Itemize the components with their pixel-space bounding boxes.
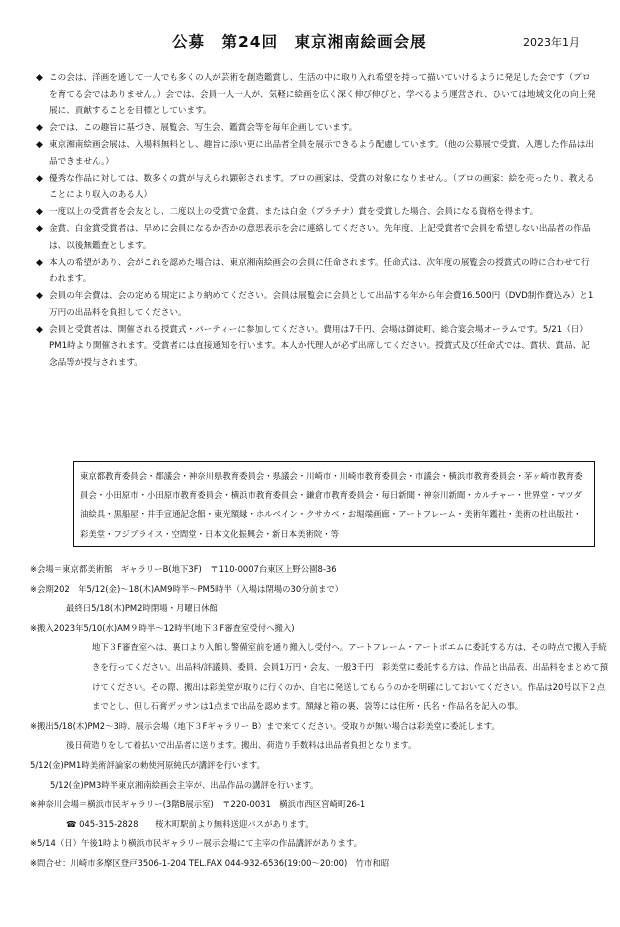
note-phone: ☎ 045-315-2828 桜木町駅前より無料送迎バスがあります。 (66, 818, 314, 829)
diamond-icon: ◆ (36, 140, 43, 150)
bullet-text: 一度以上の受賞者を会友とし、二度以上の受賞で金賞、または白金（プラチナ）賞を受賞した場合、会員になる資格を得ます。 (49, 207, 539, 217)
diamond-icon: ◆ (36, 257, 43, 268)
bullet-item (36, 70, 596, 120)
diamond-icon: ◆ (36, 207, 43, 217)
bullet-item (36, 255, 596, 288)
bullet-item (36, 137, 596, 170)
bullet-item (36, 288, 596, 321)
note-kanagawa-critique: ※5/14（日）午後1時より横浜市民ギャラリー展示会場にて主宰の作品講評があります。 (30, 838, 362, 849)
bullet-text: 優秀な作品に対しては、数多くの賞が与えられ顕彰されます。プロの画家は、受賞の対象になりません。（プロの画家：絵を売ったり、教えることにより収入のある人） (49, 173, 595, 200)
diamond-icon: ◆ (36, 291, 43, 301)
header (0, 30, 620, 54)
note-venue: ※会場＝東京都美術館 ギャラリーB(地下3F) 〒110-0007台東区上野公園8-36 (30, 564, 337, 574)
note-delivery-details: 地下３F審査室へは、裏口より入館し警備室前を通り搬入し受付へ。アートフレーム・アートポエムに委託する方は、その時点で搬入手続きを行ってください。出品料/評議員、委員、会員1万円・会友、一般3千円 彩美堂に委託する方は、作品と出品表、出品料をまとめて預けてください。その際、搬出は彩美堂が取りに行くのか、自宅に発送してもらうのかを明確にしておいてください。作品は20号以下２点までとし、但し石膏デッサンは1点まで出品を認めます。額縁と箱の裏、袋等には住所・氏名・作品名を記入の事。 (92, 642, 608, 712)
bullet-text: 会員の年会費は、会の定める規定により納めてください。会員は展覧会に会員として出品する年から年会費16.500円（DVD制作費込み）と1万円の出品料を負担してください。 (49, 291, 594, 318)
diamond-icon: ◆ (36, 123, 43, 133)
note-critique-2: 5/12(金)PM3時半東京湘南絵画会主宰が、出品作品の講評を行います。 (50, 779, 319, 790)
bullet-text: 会では、この趣旨に基づき、展覧会、写生会、鑑賞会等を毎年企画しています。 (49, 123, 358, 133)
bullet-item (36, 204, 596, 221)
bullet-text: 東京湘南絵画会展は、入場料無料とし、趣旨に添い更に出品者全員を展示できるよう配慮しています。（他の公募展で受賞、入選した作品は出品できません。） (49, 140, 595, 167)
note-critique-1: 5/12(金)PM1時美術評論家の勅使河原純氏が講評を行います。 (30, 759, 265, 770)
diamond-icon: ◆ (36, 324, 43, 335)
page-title: 公募 第24回 東京湘南絵画会展 (172, 33, 427, 51)
bullet-text: この会は、洋画を通して一人でも多くの人が芸術を創造鑑賞し、生活の中に取り入れ希望を持って描いていけるように発足した会です（プロを育てる会ではありません。）会では、会員一人一人が、気軽に絵画を広く深く伸び伸びと、学べるよう運営され、ひいては地域文化の向上発展に、貢献することを目標としています。 (49, 73, 596, 116)
bullet-list (36, 70, 596, 372)
note-collection: ※搬出5/18(木)PM2～3時、展示会場（地下３Fギャラリー B）まで来てください。受取りが無い場合は彩美堂に委託します。 (30, 720, 500, 731)
sponsors-text: 東京都教育委員会・都議会・神奈川県教育委員会・県議会・川崎市・川崎市教育委員会・市議会・横浜市教育委員会・茅ヶ崎市教育委員会・小田原市・小田原市教育委員会・横浜市教育委員会・鎌倉市教育委員会・毎日新聞・神奈川新聞・カルチャー・世界堂・マツダ油絵具・黒船屋・井手宣通記念館・東光額縁・ホルベイン・クサカベ・お堀端画廊・アートフレーム・美術年鑑社・美術の杜出版社・彩美堂・フジブライス・空間堂・日本文化振興会・新日本美術院・等 (80, 471, 583, 539)
note-delivery: ※搬入2023年5/10(水)AM９時半～12時半(地下３F審査室受付へ搬入) (30, 622, 295, 633)
note-kanagawa-venue: ※神奈川会場＝横浜市民ギャラリー(3階B展示室) 〒220-0031 横浜市西区宮崎町26-1 (30, 799, 366, 810)
bullet-text: 会員と受賞者は、開催される授賞式・パーティーに参加してください。費用は7千円、会場は御徒町、総合宴会場オーラムです。5/21（日）PM1時より開催されます。受賞者には直接通知を行います。本人か代理人が必ず出席してください。授賞式及び任命式では、賞状、賞品、記念品等が授与されます。 (49, 324, 590, 368)
note-last-day: 最終日5/18(木)PM2時閉場・月曜日休館 (66, 603, 218, 614)
bullet-item (36, 171, 596, 204)
note-contact: ※問合せ：川崎市多摩区登戸3506-1-204 TEL.FAX 044-932-6536(19:00～20:00) 竹市和昭 (30, 857, 390, 868)
note-period: ※会期202 年5/12(金)～18(木)AM9時半～PM5時半（入場は閉場の30分前まで） (30, 583, 344, 594)
bullet-item (36, 322, 596, 372)
sponsors-box (73, 461, 595, 547)
issue-date: 2023年1月 (523, 36, 580, 49)
diamond-icon: ◆ (36, 173, 43, 184)
note-shipping: 後日荷造りをして着払いで出品者に送ります。搬出、荷造り手数料は出品者負担となります。 (66, 740, 417, 751)
bullet-text: 金賞、白金賞受賞者は、早めに会員になるか否かの意思表示を会に連絡してください。先年度、上記受賞者で会員を希望しない出品者の作品は、以後無鑑査とします。 (49, 224, 591, 251)
bullet-text: 本人の希望があり、会がこれを認めた場合は、東京湘南絵画会の会員に任命されます。任命式は、次年度の展覧会の授賞式の時に合わせて行われます。 (49, 257, 590, 284)
diamond-icon: ◆ (36, 224, 43, 234)
bullet-item (36, 120, 596, 137)
bullet-item (36, 221, 596, 254)
diamond-icon: ◆ (36, 73, 43, 83)
event-notes (30, 560, 608, 874)
